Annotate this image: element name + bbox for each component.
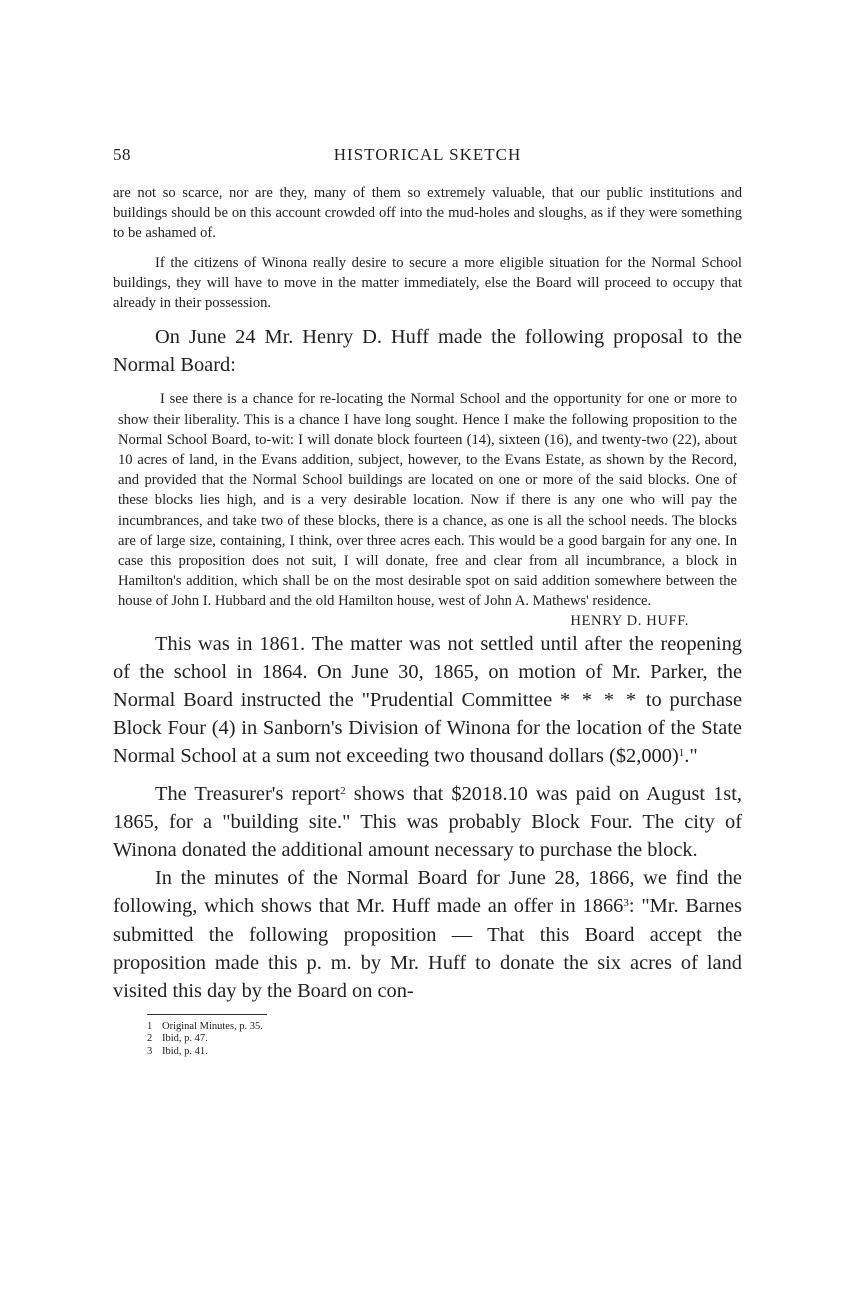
paragraph-citizens: If the citizens of Winona really desire to secure a more eligible situation for the Normal School buildings, they will have to move in the matter immediately, else the Board will proceed to occupy that already in their possession. <box>113 254 742 312</box>
paragraph-1861-text-c: ." <box>684 745 698 768</box>
quoted-letter <box>113 389 742 629</box>
footnote-ref-2: 2 <box>340 785 346 798</box>
footnote <box>147 1033 742 1046</box>
footnote-ref-1: 1 <box>678 747 685 760</box>
footnote-number: 3 <box>147 1046 153 1058</box>
footnote-number: 1 <box>147 1020 153 1032</box>
footnote <box>147 1021 742 1034</box>
page-number: 58 <box>113 145 131 164</box>
paragraph-treasurer-text-a: The Treasurer's report <box>155 783 341 806</box>
letter-text: I see there is a chance for re-locating the Normal School and the opportunity for one or more to show their liberality. This is a chance I have long sought. Hence I make the following proposition to the Normal School Board, to-wit: I will donate block fourteen (14), sixteen (16), and twenty-two (22), about 10 acres of land, in the Evans addition, subject, however, to the Evans Estate, as shown by the Record, and provided that the Normal School buildings are located on one or more of the said blocks. One of these blocks lies high, and is a very desirable location. Now if there is any one who will pay the incumbrances, and take two of these blocks, there is a chance, as one is all the school needs. The blocks are of large size, containing, I think, over three acres each. This would be a good bargain for any one. In case this proposition does not suit, I will donate, free and clear from all incumbrance, a block in Hamilton's addition, which shall be on the most desirable spot on said addition somewhere between the house of John I. Hubbard and the old Hamilton house, west of John A. Mathews' residence. <box>118 391 737 610</box>
footnote-divider <box>147 1014 267 1015</box>
paragraph-proposal-intro: On June 24 Mr. Henry D. Huff made the following proposal to the Normal Board: <box>113 326 742 377</box>
footnote-number: 2 <box>147 1033 153 1045</box>
body-text <box>113 183 742 1005</box>
footnote-ref-3: 3 <box>623 897 629 910</box>
footnote-text: Ibid, p. 47. <box>162 1033 208 1045</box>
paragraph-continued: are not so scarce, nor are they, many of them so extremely valuable, that our public institutions and buildings should be on this account crowded off into the mud-holes and sloughs, as if they were something to be ashamed of. <box>113 185 742 242</box>
paragraph-minutes <box>113 864 742 1004</box>
paragraph-1861-text-b: to purchase Block Four (4) in Sanborn's Division of Winona for the location of the State Normal School at a sum not exceeding two thousand dollars ($2,000) <box>113 688 743 768</box>
header-title: HISTORICAL SKETCH <box>333 145 522 164</box>
footnote <box>147 1046 742 1059</box>
footnote-text: Original Minutes, p. 35. <box>162 1020 263 1032</box>
running-head <box>113 145 742 169</box>
footnote-text: Ibid, p. 41. <box>162 1046 208 1058</box>
paragraph-minutes-text-a: In the minutes of the Normal Board for June 28, 1866, we find the following, which shows that Mr. Huff made an offer in 1866 <box>113 867 742 918</box>
footnotes <box>147 1021 742 1059</box>
ellipsis-stars: * * * * <box>559 688 639 711</box>
paragraph-treasurer <box>113 780 742 864</box>
paragraph-minutes-text-b: : "Mr. Barnes submitted the following proposition — That this Board accept the proposition made this p. m. by Mr. Huff to donate the six acres of land visited this day by the Board on con- <box>113 895 742 1002</box>
paragraph-treasurer-text-b: shows that $2018.10 was paid on August 1st, 1865, for a "building site." This was probably Block Four. The city of Winona donated the additional amount necessary to purchase the block. <box>113 783 742 862</box>
paragraph-1861 <box>113 630 742 770</box>
letter-signature: HENRY D. HUFF. <box>570 612 689 629</box>
paragraph-1861-text-a: This was in 1861. The matter was not settled until after the reopening of the school in 1864. On June 30, 1865, on motion of Mr. Parker, the Normal Board instructed the "Prudential Committee <box>113 632 742 711</box>
